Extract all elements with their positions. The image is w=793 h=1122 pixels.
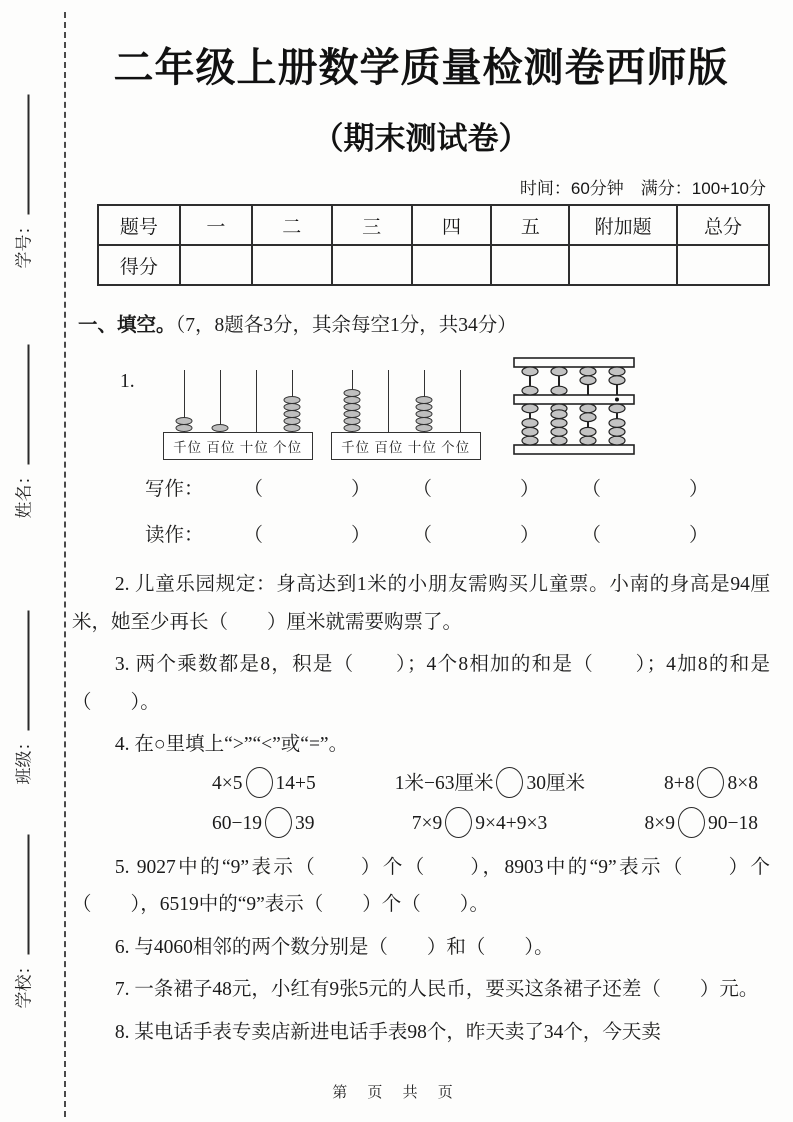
counter-bead <box>343 424 360 432</box>
expression-left: 8×9 <box>644 812 675 834</box>
counter-bead <box>211 424 228 432</box>
place-value-labels: 千位 百位 十位 个位 <box>163 432 313 460</box>
expression-right: 39 <box>295 812 315 834</box>
question-3: 3. 两个乘数都是8，积是（ ）；4个8相加的和是（ ）；4加8的和是（ ）。 <box>72 654 770 713</box>
counter-rod <box>375 370 401 432</box>
page-title: 二年级上册数学质量检测卷西师版 <box>113 46 729 90</box>
margin-field-student-id <box>10 95 35 269</box>
expression-right: 90−18 <box>708 812 758 834</box>
question-1-number: 1. <box>120 371 135 392</box>
write-blank-3[interactable]: （ ） <box>581 479 711 500</box>
place-value-counter-1 <box>163 370 313 460</box>
counter-bead <box>283 424 300 432</box>
exam-time-score-info: 时间：60分钟 满分：100+10分 <box>519 179 766 198</box>
paper-content <box>72 0 770 1051</box>
score-table-score-row <box>98 245 769 285</box>
header-section-1: 一 <box>180 205 252 245</box>
header-question-number: 题号 <box>98 205 180 245</box>
comparison-item <box>664 764 758 804</box>
write-blank-2[interactable]: （ ） <box>412 479 542 500</box>
expression-right: 30厘米 <box>526 772 585 794</box>
counter-rod <box>411 370 437 432</box>
read-as-label: 读作： <box>145 525 204 546</box>
score-cell-3[interactable] <box>332 245 412 285</box>
score-cell-4[interactable] <box>412 245 492 285</box>
class-blank-line[interactable] <box>12 611 30 731</box>
abacus-figure <box>513 357 635 460</box>
read-blank-1[interactable]: （ ） <box>243 525 373 546</box>
question-4-row-1 <box>72 764 770 804</box>
score-cell-bonus[interactable] <box>569 245 677 285</box>
page-subtitle: （期末测试卷） <box>312 121 530 156</box>
score-cell-2[interactable] <box>252 245 332 285</box>
expression-left: 1米−63厘米 <box>394 772 494 794</box>
student-id-label: 学号： <box>14 217 34 269</box>
question-4-intro: 4. 在○里填上“>”“<”或“=”。 <box>114 734 349 755</box>
counter-rod <box>447 370 473 432</box>
class-label: 班级： <box>14 733 34 785</box>
comparison-circle[interactable] <box>246 767 273 798</box>
comparison-circle[interactable] <box>265 807 292 838</box>
score-row-label: 得分 <box>98 245 180 285</box>
question-7: 7. 一条裙子48元，小红有9张5元的人民币，要买这条裙子还差（ ）元。 <box>114 979 759 1000</box>
score-cell-total[interactable] <box>677 245 769 285</box>
question-1-figures <box>120 357 770 460</box>
counter-rod <box>339 370 365 432</box>
header-section-3: 三 <box>332 205 412 245</box>
comparison-circle[interactable] <box>496 767 523 798</box>
write-as-label: 写作： <box>145 479 204 500</box>
section-one-title: 一、填空。 <box>78 314 176 336</box>
read-as-row <box>145 520 770 552</box>
header-section-5: 五 <box>491 205 569 245</box>
section-one-note: （7，8题各3分，其余每空1分，共34分） <box>175 315 517 336</box>
expression-left: 7×9 <box>411 812 443 834</box>
counter-bead <box>175 424 192 432</box>
student-id-blank-line[interactable] <box>12 95 30 215</box>
header-total: 总分 <box>677 205 769 245</box>
counter-rod <box>279 370 305 432</box>
margin-field-name <box>10 345 35 519</box>
margin-field-class <box>10 611 35 785</box>
header-section-4: 四 <box>412 205 492 245</box>
counter-bead <box>415 424 432 432</box>
expression-right: 9×4+9×3 <box>475 812 548 834</box>
comparison-circle[interactable] <box>678 807 705 838</box>
counter-rod <box>207 370 233 432</box>
comparison-item <box>645 804 759 844</box>
place-value-counter-2 <box>331 370 481 460</box>
score-table <box>97 204 770 286</box>
name-blank-line[interactable] <box>12 345 30 465</box>
comparison-circle[interactable] <box>445 807 472 838</box>
comparison-item <box>212 764 316 804</box>
comparison-item <box>212 804 315 844</box>
expression-left: 60−19 <box>212 812 262 834</box>
expression-right: 8×8 <box>727 772 758 794</box>
counter-rod <box>243 370 269 432</box>
write-blank-1[interactable]: （ ） <box>243 479 373 500</box>
cut-line <box>64 12 66 1117</box>
expression-left: 4×5 <box>212 772 243 794</box>
page-footer: 第 页 共 页 <box>332 1084 461 1101</box>
read-blank-2[interactable]: （ ） <box>412 525 542 546</box>
expression-left: 8+8 <box>663 772 695 794</box>
school-blank-line[interactable] <box>12 835 30 955</box>
score-table-header-row <box>98 205 769 245</box>
score-cell-1[interactable] <box>180 245 252 285</box>
comparison-circle[interactable] <box>697 767 724 798</box>
write-as-row <box>145 474 770 506</box>
counter-rod <box>171 370 197 432</box>
header-bonus: 附加题 <box>569 205 677 245</box>
name-label: 姓名： <box>14 467 34 519</box>
place-value-labels: 千位 百位 十位 个位 <box>331 432 481 460</box>
question-5: 5. 9027中的“9”表示（ ）个（ ），8903中的“9”表示（ ）个（ ），6519中的“9”表示（ ）个（ ）。 <box>72 856 770 915</box>
question-4-row-2 <box>72 804 770 844</box>
margin-field-school <box>10 835 35 1009</box>
expression-right: 14+5 <box>275 772 316 794</box>
question-2: 2. 儿童乐园规定：身高达到1米的小朋友需购买儿童票。小南的身高是94厘米，她至少再长（ ）厘米就需要购票了。 <box>72 574 770 633</box>
comparison-item <box>395 764 585 804</box>
header-section-2: 二 <box>252 205 332 245</box>
comparison-item <box>412 804 548 844</box>
question-6: 6. 与4060相邻的两个数分别是（ ）和（ ）。 <box>114 936 554 958</box>
school-label: 学校： <box>14 957 34 1009</box>
question-8: 8. 某电话手表专卖店新进电话手表98个，昨天卖了34个，今天卖 <box>114 1021 661 1043</box>
section-one-heading <box>78 310 770 341</box>
score-cell-5[interactable] <box>491 245 569 285</box>
read-blank-3[interactable]: （ ） <box>581 525 711 546</box>
